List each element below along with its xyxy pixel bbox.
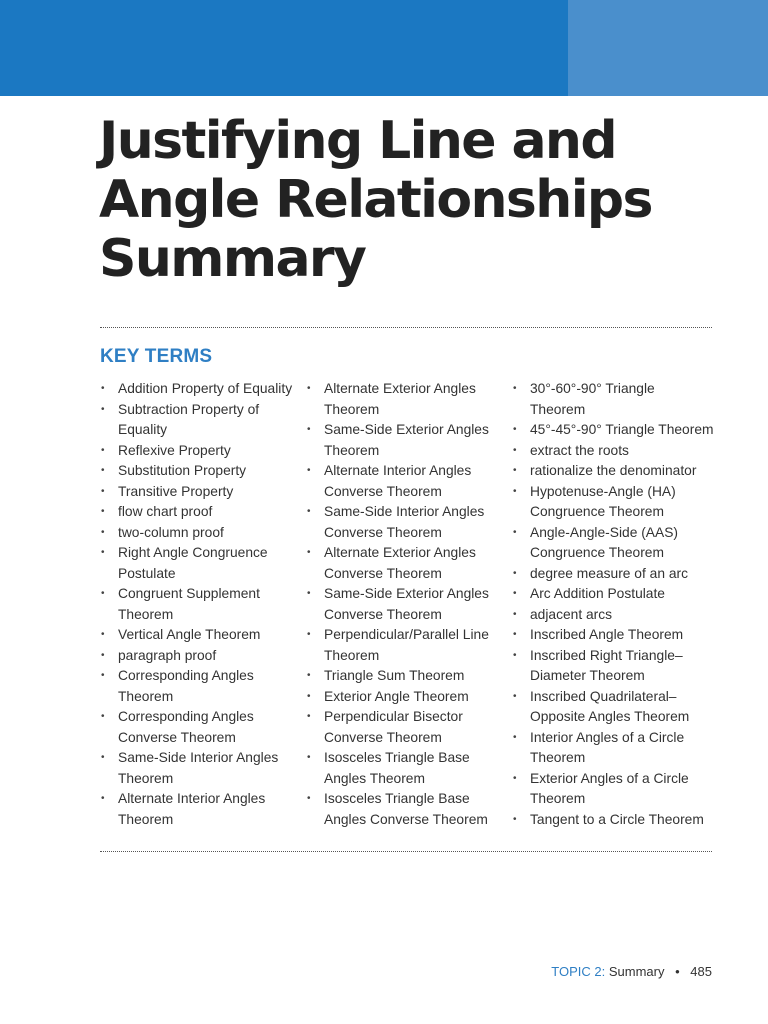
key-term-text: Addition Property of Equality [118, 381, 293, 396]
key-term-text: 30°-60°-90° Triangle [530, 381, 655, 396]
key-term-text: Corresponding Angles [118, 709, 254, 724]
key-term-item [512, 523, 727, 564]
key-term-item [512, 625, 727, 646]
key-term-text: Theorem [324, 647, 380, 663]
key-term-text: Alternate Exterior Angles [324, 381, 476, 396]
key-term-text: Postulate [118, 565, 176, 581]
key-term-item [306, 707, 506, 748]
key-term-item [306, 789, 506, 830]
key-term-item [100, 523, 300, 544]
key-term-text: Theorem [530, 401, 586, 417]
key-term-text: degree measure of an arc [530, 565, 688, 581]
key-term-text: Exterior Angles of a Circle [530, 770, 689, 786]
key-term-item [512, 584, 727, 605]
key-term-text: Corresponding Angles [118, 668, 254, 683]
key-term-text: Interior Angles of a Circle [530, 729, 685, 745]
header-banner [0, 0, 768, 96]
key-term-text: Perpendicular/Parallel Line [324, 627, 489, 642]
key-term-item [100, 646, 300, 667]
key-term-text: Theorem [118, 811, 174, 827]
key-term-item [306, 748, 506, 789]
key-term-item [512, 646, 727, 687]
key-term-item [512, 687, 727, 728]
key-term-text: Theorem [530, 750, 586, 765]
key-term-item [100, 666, 300, 707]
key-term-item [100, 707, 300, 748]
key-term-item [306, 687, 506, 708]
key-term-item [306, 584, 506, 625]
page-title-line: Justifying Line and [99, 111, 616, 171]
page-title [99, 112, 719, 289]
top-dotted-divider [100, 327, 712, 328]
key-term-item [512, 461, 727, 482]
key-term-item [512, 379, 727, 420]
footer-separator: • [675, 964, 680, 979]
key-terms-column-2 [306, 379, 506, 830]
key-term-item [512, 420, 727, 441]
key-term-text: adjacent arcs [530, 606, 613, 622]
key-term-item [512, 728, 727, 769]
key-term-item [512, 564, 727, 585]
key-term-text: Opposite Angles Theorem [530, 709, 690, 724]
key-term-text: Angles Theorem [324, 770, 425, 786]
key-term-item [100, 543, 300, 584]
key-term-text: Congruent Supplement [118, 586, 260, 601]
key-term-item [100, 625, 300, 646]
page-title-line: Summary [99, 229, 366, 289]
key-term-text: Theorem [118, 606, 174, 622]
bottom-dotted-divider [100, 851, 712, 852]
key-term-text: Alternate Exterior Angles [324, 545, 476, 560]
key-term-text: Inscribed Quadrilateral– [530, 688, 677, 704]
key-term-text: Transitive Property [118, 483, 234, 499]
key-term-item [306, 666, 506, 687]
key-term-item [100, 584, 300, 625]
key-term-text: Converse Theorem [324, 565, 442, 581]
page-title-line: Angle Relationships [99, 170, 652, 230]
key-term-text: Reflexive Property [118, 442, 231, 458]
key-term-text: Theorem [324, 442, 380, 458]
key-term-text: Converse Theorem [118, 729, 236, 745]
key-term-text: Equality [118, 422, 168, 437]
key-term-text: Converse Theorem [324, 606, 442, 622]
key-term-item [100, 789, 300, 830]
key-term-text: Theorem [530, 791, 586, 806]
key-term-item [100, 441, 300, 462]
key-term-item [100, 379, 300, 400]
key-term-item [306, 379, 506, 420]
key-term-text: Same-Side Interior Angles [324, 504, 485, 519]
key-term-text: Angle-Angle-Side (AAS) [530, 524, 679, 540]
key-terms-column-3 [512, 379, 727, 830]
key-term-text: Theorem [118, 688, 174, 704]
key-term-item [100, 502, 300, 523]
key-term-text: Inscribed Right Triangle– [530, 647, 683, 663]
key-term-item [100, 482, 300, 503]
key-terms-column-1 [100, 379, 300, 830]
key-term-text: two-column proof [118, 524, 224, 540]
key-term-text: Same-Side Exterior Angles [324, 586, 489, 601]
key-term-item [512, 441, 727, 462]
key-term-text: paragraph proof [118, 647, 217, 663]
key-term-text: Converse Theorem [324, 524, 442, 540]
key-term-text: Vertical Angle Theorem [118, 627, 261, 642]
key-term-item [100, 748, 300, 789]
key-term-item [512, 482, 727, 523]
banner-main-block [0, 0, 568, 96]
footer-section: Summary [608, 964, 665, 979]
key-term-item [306, 420, 506, 461]
key-term-text: Right Angle Congruence [118, 545, 268, 560]
page-footer [551, 964, 712, 979]
key-term-text: Angles Converse Theorem [324, 811, 488, 827]
key-term-text: Same-Side Interior Angles [118, 750, 279, 765]
key-term-text: Triangle Sum Theorem [324, 668, 465, 683]
banner-side-block [568, 0, 768, 96]
key-terms-heading: KEY TERMS [100, 346, 213, 367]
key-term-item [306, 625, 506, 666]
key-term-text: Perpendicular Bisector [324, 709, 463, 724]
key-term-item [306, 461, 506, 502]
key-term-text: Converse Theorem [324, 483, 442, 499]
key-term-text: Theorem [118, 770, 174, 786]
key-term-text: Subtraction Property of [118, 401, 260, 417]
key-term-text: Isosceles Triangle Base [324, 750, 470, 765]
key-term-text: Alternate Interior Angles [118, 791, 266, 806]
key-term-item [512, 769, 727, 810]
key-term-text: Alternate Interior Angles [324, 463, 472, 478]
key-term-item [512, 810, 727, 831]
key-term-text: Hypotenuse-Angle (HA) [530, 483, 676, 499]
key-term-item [100, 400, 300, 441]
key-term-text: rationalize the denominator [530, 463, 697, 478]
key-term-item [306, 543, 506, 584]
key-term-text: Substitution Property [118, 463, 247, 478]
key-term-text: flow chart proof [118, 504, 213, 519]
key-term-text: Converse Theorem [324, 729, 442, 745]
footer-page-number: 485 [690, 964, 712, 979]
footer-topic-label: TOPIC 2: [551, 964, 606, 979]
key-term-text: Inscribed Angle Theorem [530, 627, 684, 642]
key-term-text: Congruence Theorem [530, 545, 664, 560]
key-term-item [100, 461, 300, 482]
key-term-text: Theorem [324, 401, 380, 417]
key-term-text: Exterior Angle Theorem [324, 688, 469, 704]
key-term-item [512, 605, 727, 626]
key-term-text: Tangent to a Circle Theorem [530, 811, 704, 827]
key-term-text: Same-Side Exterior Angles [324, 422, 489, 437]
key-term-text: Diameter Theorem [530, 668, 645, 683]
key-term-text: 45°-45°-90° Triangle Theorem [530, 422, 714, 437]
key-term-text: extract the roots [530, 442, 629, 458]
key-term-text: Arc Addition Postulate [530, 586, 665, 601]
key-term-text: Congruence Theorem [530, 504, 664, 519]
key-term-text: Isosceles Triangle Base [324, 791, 470, 806]
key-term-item [306, 502, 506, 543]
